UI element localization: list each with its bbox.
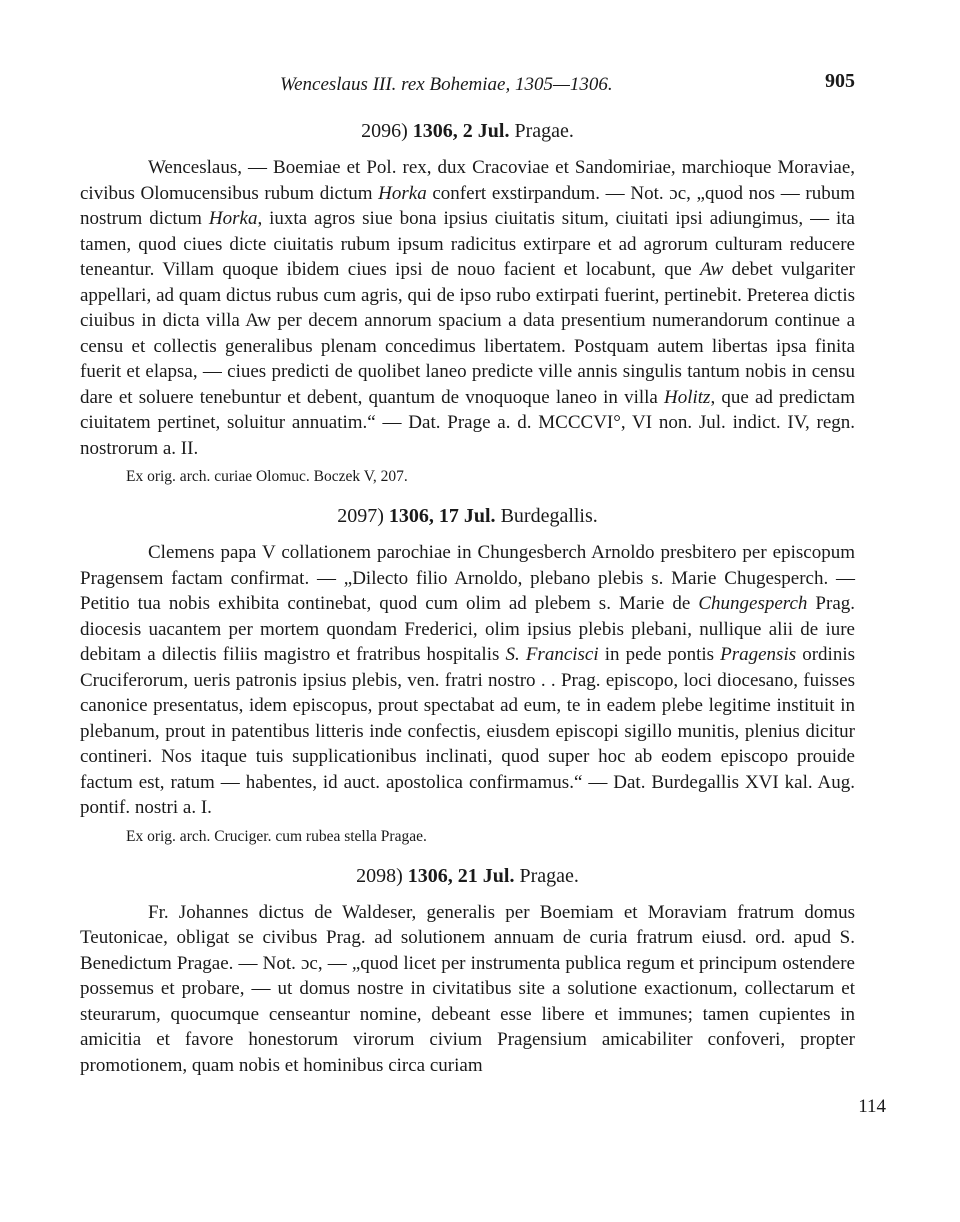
entry-date: 1306, 17 Jul. bbox=[388, 505, 496, 527]
entry-body bbox=[80, 155, 855, 461]
source-note: Ex orig. arch. Cruciger. cum rubea stella Pragae. bbox=[126, 827, 427, 845]
page-number: 905 bbox=[825, 70, 855, 92]
entry-date: 1306, 2 Jul. bbox=[412, 120, 510, 142]
body-text: Prag. diocesis uacantem per mortem quondam Frederici, olim ipsius plebis plebani, nullique alii de iure debitam a dilectis filiis magistro et fratribus hospitalis bbox=[80, 593, 856, 665]
entry-body bbox=[80, 900, 855, 1079]
body-text: confert exstirpandum. — Not. ɔc, „quod nos — rubum nostrum dictum bbox=[80, 182, 855, 229]
signature-mark: 114 bbox=[858, 1096, 886, 1117]
entry-body bbox=[80, 540, 855, 821]
body-text: Wenceslaus, — Boemiae et Pol. rex, dux Cracoviae et Sandomiriae, marchioque Moraviae, civibus Olomucensibus rubum dictum bbox=[80, 157, 855, 204]
charter-entry-2098 bbox=[80, 865, 855, 1079]
entry-heading bbox=[80, 505, 855, 528]
place-name: Horka bbox=[208, 208, 258, 229]
body-text: debet vulgariter appellari, ad quam dictus rubus cum agris, qui de ipso rubo extirpati fuerint, pertinebit. Preterea dictis ciuibus in dicta villa Aw per decem annorum spacium a data presentium numerandorum continue a censu et collectis generalibus plenam concedimus libertatem. Postquam autem libertas ipsa finita fuerit et elapsa, — ciues predicti de quolibet laneo predicte ville annis singulis tantum nobis in censu dare et soluere tenebuntur et debent, quantum de vnoquoque laneo in villa bbox=[80, 259, 855, 408]
body-text: in pede pontis bbox=[598, 644, 721, 665]
charter-entry-2097 bbox=[80, 505, 855, 847]
entry-number: 2098) bbox=[356, 864, 403, 887]
place-name: S. Francisci bbox=[505, 644, 599, 665]
source-note: Ex orig. arch. curiae Olomuc. Boczek V, 207. bbox=[126, 468, 408, 485]
entry-place: Pragae. bbox=[514, 120, 574, 142]
place-name: Pragensis bbox=[720, 644, 797, 665]
charter-entry-2096 bbox=[80, 120, 855, 487]
entry-heading bbox=[80, 120, 855, 143]
running-header bbox=[80, 62, 855, 102]
entry-number: 2097) bbox=[337, 505, 384, 527]
entry-number: 2096) bbox=[361, 120, 408, 142]
entry-place: Burdegallis. bbox=[500, 505, 598, 527]
entry-place: Pragae. bbox=[519, 864, 579, 887]
place-name: Aw bbox=[700, 259, 724, 280]
body-text: Fr. Johannes dictus de Waldeser, generalis per Boemiam et Moraviam fratrum domus Teutonicae, obligat se civibus Prag. ad solutionem annuam de curia fratrum eiusd. ord. apud S. Benedictum Pragae. — Not. ɔc, — „quod licet per instrumenta publica regum et principum ostendere possemus et probare, — ut domus nostre in civitatibus site a solutione exactionum, collectarum et steurarum, quocumque censeantur nomine, debeant esse libere et immunes; tamen cupientes in amicitia et favore honestorum virorum civium Pragensium amicabiliter confoveri, propter promotionem, quam nobis et hominibus circa curiam bbox=[80, 901, 855, 1076]
place-name: Horka bbox=[378, 182, 427, 204]
body-text: , que ad predictam ciuitatem pertinet, soluitur annuatim.“ — Dat. Prage a. d. MCCCVI°, VI non. Jul. indict. IV, regn. nostrorum a. II. bbox=[80, 386, 855, 459]
place-name: Holitz bbox=[664, 386, 711, 408]
body-text: Clemens papa V collationem parochiae in Chungesberch Arnoldo presbitero per episcopum Pragensem factam confirmat. — „Dilecto filio Arnoldo, plebano plebis s. Marie Chugesperch. — Petitio tua nobis exhibita continebat, quod cum olim ad plebem s. Marie de bbox=[80, 542, 855, 614]
entry-heading bbox=[80, 865, 855, 888]
document-page bbox=[80, 62, 855, 1078]
body-text: ordinis Cruciferorum, ueris patronis ipsius plebis, ven. fratri nostro . . Prag. episcopo, loci diocesano, fuisses canonice presentatus, idem episcopus, prout spectabat ad eum, te in eadem plebe legitime instituit in plebanum, prout in patentibus litteris inde confectis, eiusdem episcopi sigillo munitis, plenius dicitur contineri. Nos itaque tuis supplicationibus inclinati, quod super hoc ab eodem episcopo prouide factum est, ratum — habentes, id auct. apostolica confirmamus.“ — Dat. Burdegallis XVI kal. Aug. pontif. nostri a. I. bbox=[80, 644, 855, 818]
place-name: Chungesperch bbox=[698, 593, 808, 614]
body-text: , iuxta agros siue bona ipsius ciuitatis situm, ciuitati ipsi adiungimus, — ita tamen, quod ciues dicte ciuitatis rubum ipsum radicitus extirpare et ad agrorum culturam reducere teneantur. Villam quoque ibidem ciues ipsi de nouo facient et locabunt, que bbox=[80, 208, 855, 280]
running-title: Wenceslaus III. rex Bohemiae, 1305—1306. bbox=[280, 74, 613, 95]
entry-date: 1306, 21 Jul. bbox=[407, 864, 515, 887]
